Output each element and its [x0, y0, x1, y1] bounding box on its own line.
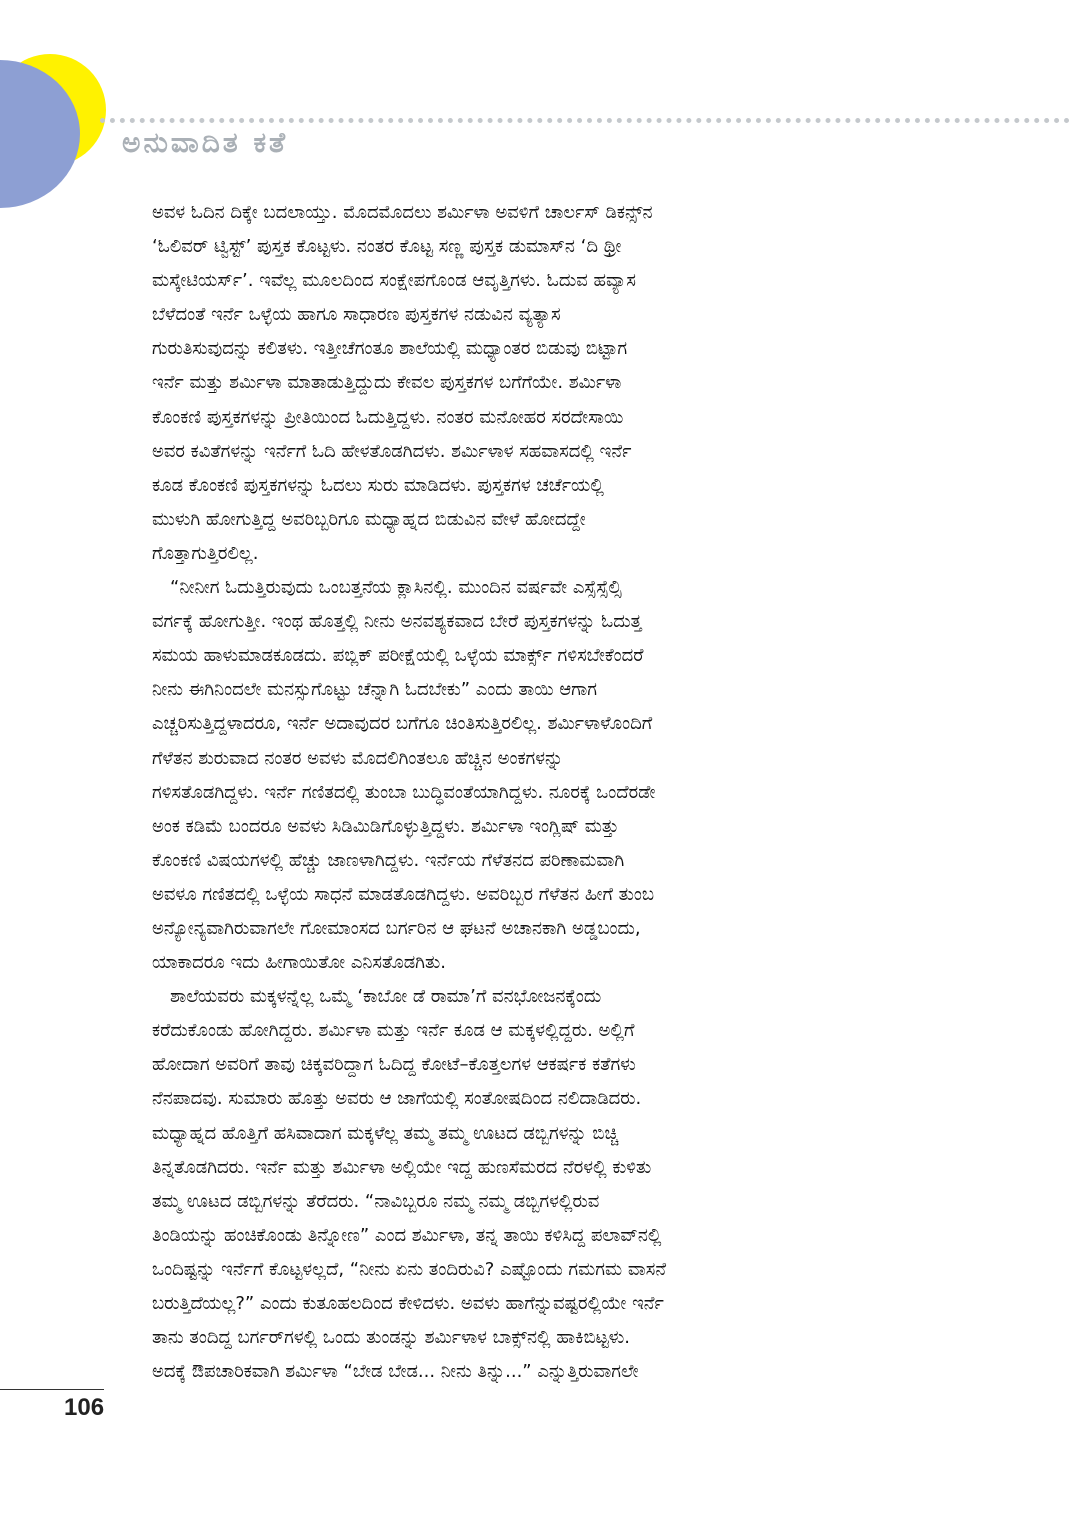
story-text — [152, 196, 892, 1389]
text-line: ಅವಳ ಓದಿನ ದಿಕ್ಕೇ ಬದಲಾಯ್ತು. ಮೊದಮೊದಲು ಶರ್ಮಿಳಾ ಅವಳಿಗೆ ಚಾರ್ಲಸ್ ಡಿಕನ್ಸ್‌ನ — [152, 202, 653, 223]
text-line: ಕರೆದುಕೊಂಡು ಹೋಗಿದ್ದರು. ಶರ್ಮಿಳಾ ಮತ್ತು ಇರ್ನೆ ಕೂಡ ಆ ಮಕ್ಕಳಲ್ಲಿದ್ದರು. ಅಲ್ಲಿಗೆ — [152, 1020, 635, 1042]
text-line: ಮಸ್ಕೇಟಿಯರ್ಸ್’. ಇವೆಲ್ಲ ಮೂಲದಿಂದ ಸಂಕ್ಷೇಪಗೊಂಡ ಆವೃತ್ತಿಗಳು. ಓದುವ ಹವ್ಯಾಸ — [152, 270, 636, 292]
text-line: ಕೂಡ ಕೊಂಕಣಿ ಪುಸ್ತಕಗಳನ್ನು ಓದಲು ಸುರು ಮಾಡಿದಳು. ಪುಸ್ತಕಗಳ ಚರ್ಚೆಯಲ್ಲಿ — [152, 474, 604, 496]
text-line: ವರ್ಗಕ್ಕೆ ಹೋಗುತ್ತೀ. ಇಂಥ ಹೊತ್ತಲ್ಲಿ ನೀನು ಅನವಶ್ಯಕವಾದ ಬೇರೆ ಪುಸ್ತಕಗಳನ್ನು ಓದುತ್ತ — [152, 611, 642, 633]
text-line: ಬರುತ್ತಿದೆಯಲ್ಲ?” ಎಂದು ಕುತೂಹಲದಿಂದ ಕೇಳಿದಳು. ಅವಳು ಹಾಗೆನ್ನುವಷ್ಟರಲ್ಲಿಯೇ ಇರ್ನೆ — [152, 1293, 664, 1314]
text-line: ಗೊತ್ತಾಗುತ್ತಿರಲಿಲ್ಲ. — [152, 542, 259, 564]
text-line: ನೆನಪಾದವು. ಸುಮಾರು ಹೊತ್ತು ಅವರು ಆ ಜಾಗೆಯಲ್ಲಿ ಸಂತೋಷದಿಂದ ನಲಿದಾಡಿದರು. — [152, 1088, 642, 1110]
text-line: ಗುರುತಿಸುವುದನ್ನು ಕಲಿತಳು. ಇತ್ತೀಚೆಗಂತೂ ಶಾಲೆಯಲ್ಲಿ ಮಧ್ಯಾಂತರ ಬಿಡುವು ಬಿಟ್ಟಾಗ — [152, 338, 628, 360]
page-number: 106 — [64, 1394, 105, 1421]
text-line: ಸಮಯ ಹಾಳುಮಾಡಕೂಡದು. ಪಬ್ಲಿಕ್ ಪರೀಕ್ಷೆಯಲ್ಲಿ ಒಳ್ಳೆಯ ಮಾರ್ಕ್ಸ್ ಗಳಿಸಬೇಕೆಂದರೆ — [152, 645, 644, 667]
paragraph-start-line: ಶಾಲೆಯವರು ಮಕ್ಕಳನ್ನೆಲ್ಲ ಒಮ್ಮೆ ‘ಕಾಬೋ ಡೆ ರಾಮಾ’ಗೆ ವನಭೋಜನಕ್ಕೆಂದು — [170, 986, 602, 1008]
text-line: ಯಾಕಾದರೂ ಇದು ಹೀಗಾಯಿತೋ ಎನಿಸತೊಡಗಿತು. — [152, 952, 447, 974]
text-line: ತಿನ್ನತೊಡಗಿದರು. ಇರ್ನೆ ಮತ್ತು ಶರ್ಮಿಳಾ ಅಲ್ಲಿಯೇ ಇದ್ದ ಹುಣಸೆಮರದ ನೆರಳಲ್ಲಿ ಕುಳಿತು — [152, 1156, 652, 1178]
text-line: ಅವಳೂ ಗಣಿತದಲ್ಲಿ ಒಳ್ಳೆಯ ಸಾಧನೆ ಮಾಡತೊಡಗಿದ್ದಳು. ಅವರಿಬ್ಬರ ಗೆಳೆತನ ಹೀಗೆ ತುಂಬ — [152, 883, 655, 905]
text-line: ಗಳಿಸತೊಡಗಿದ್ದಳು. ಇರ್ನೆ ಗಣಿತದಲ್ಲಿ ತುಂಬಾ ಬುದ್ಧಿವಂತೆಯಾಗಿದ್ದಳು. ನೂರಕ್ಕೆ ಒಂದೆರಡೇ — [152, 781, 656, 803]
text-line: ತಮ್ಮ ಊಟದ ಡಬ್ಬಿಗಳನ್ನು ತೆರೆದರು. “ನಾವಿಬ್ಬರೂ ನಮ್ಮ ನಮ್ಮ ಡಬ್ಬಿಗಳಲ್ಲಿರುವ — [152, 1190, 600, 1212]
text-line: ನೀನು ಈಗಿನಿಂದಲೇ ಮನಸ್ಸುಗೊಟ್ಟು ಚೆನ್ನಾಗಿ ಓದಬೇಕು” ಎಂದು ತಾಯಿ ಆಗಾಗ — [152, 679, 598, 701]
text-line: ಅವರ ಕವಿತೆಗಳನ್ನು ಇರ್ನೆಗೆ ಓದಿ ಹೇಳತೊಡಗಿದಳು. ಶರ್ಮಿಳಾಳ ಸಹವಾಸದಲ್ಲಿ ಇರ್ನೆ — [152, 440, 632, 462]
footer-rule — [0, 1389, 104, 1390]
text-line: ಕೊಂಕಣಿ ಪುಸ್ತಕಗಳನ್ನು ಪ್ರೀತಿಯಿಂದ ಓದುತ್ತಿದ್ದಳು. ನಂತರ ಮನೋಹರ ಸರದೇಸಾಯಿ — [152, 406, 624, 428]
text-line: ಎಚ್ಚರಿಸುತ್ತಿದ್ದಳಾದರೂ, ಇರ್ನೆ ಅದಾವುದರ ಬಗೆಗೂ ಚಿಂತಿಸುತ್ತಿರಲಿಲ್ಲ. ಶರ್ಮಿಳಾಳೊಂದಿಗೆ — [152, 713, 653, 735]
text-line: ಹೋದಾಗ ಅವರಿಗೆ ತಾವು ಚಿಕ್ಕವರಿದ್ದಾಗ ಓದಿದ್ದ ಕೋಟೆ–ಕೊತ್ತಲಗಳ ಆಕರ್ಷಕ ಕತೆಗಳು — [152, 1054, 636, 1076]
text-line: ಕೊಂಕಣಿ ವಿಷಯಗಳಲ್ಲಿ ಹೆಚ್ಚು ಜಾಣಳಾಗಿದ್ದಳು. ಇರ್ನೆಯ ಗೆಳೆತನದ ಪರಿಣಾಮವಾಗಿ — [152, 849, 625, 871]
text-line: ತಾನು ತಂದಿದ್ದ ಬರ್ಗರ್‌ಗಳಲ್ಲಿ ಒಂದು ತುಂಡನ್ನು ಶರ್ಮಿಳಾಳ ಬಾಕ್ಸ್‌ನಲ್ಲಿ ಹಾಕಿಬಿಟ್ಟಳು. — [152, 1327, 630, 1349]
text-line: ತಿಂಡಿಯನ್ನು ಹಂಚಿಕೊಂಡು ತಿನ್ನೋಣ” ಎಂದ ಶರ್ಮಿಳಾ, ತನ್ನ ತಾಯಿ ಕಳಿಸಿದ್ದ ಪಲಾವ್‌ನಲ್ಲಿ — [152, 1224, 662, 1246]
text-line: ಅದಕ್ಕೆ ಔಪಚಾರಿಕವಾಗಿ ಶರ್ಮಿಳಾ “ಬೇಡ ಬೇಡ... ನೀನು ತಿನ್ನು...” ಎನ್ನುತ್ತಿರುವಾಗಲೇ — [152, 1361, 639, 1383]
text-line: ಅಂಕ ಕಡಿಮೆ ಬಂದರೂ ಅವಳು ಸಿಡಿಮಿಡಿಗೊಳ್ಳುತ್ತಿದ್ದಳು. ಶರ್ಮಿಳಾ ಇಂಗ್ಲಿಷ್ ಮತ್ತು — [152, 815, 619, 837]
text-line: ಮಧ್ಯಾಹ್ನದ ಹೊತ್ತಿಗೆ ಹಸಿವಾದಾಗ ಮಕ್ಕಳೆಲ್ಲ ತಮ್ಮ ತಮ್ಮ ಊಟದ ಡಬ್ಬಿಗಳನ್ನು ಬಿಚ್ಚಿ — [152, 1122, 619, 1144]
text-line: ಇರ್ನೆ ಮತ್ತು ಶರ್ಮಿಳಾ ಮಾತಾಡುತ್ತಿದ್ದುದು ಕೇವಲ ಪುಸ್ತಕಗಳ ಬಗೆಗೆಯೇ. ಶರ್ಮಿಳಾ — [152, 372, 622, 394]
text-line: ಒಂದಿಷ್ಟನ್ನು ಇರ್ನೆಗೆ ಕೊಟ್ಟಳಲ್ಲದೆ, “ನೀನು ಏನು ತಂದಿರುವಿ? ಎಷ್ಟೊಂದು ಗಮಗಮ ವಾಸನೆ — [152, 1258, 667, 1280]
text-line: ಮುಳುಗಿ ಹೋಗುತ್ತಿದ್ದ ಅವರಿಬ್ಬರಿಗೂ ಮಧ್ಯಾಹ್ನದ ಬಿಡುವಿನ ವೇಳೆ ಹೋದದ್ದೇ — [152, 508, 586, 530]
text-line: ಗೆಳೆತನ ಶುರುವಾದ ನಂತರ ಅವಳು ಮೊದಲಿಗಿಂತಲೂ ಹೆಚ್ಚಿನ ಅಂಕಗಳನ್ನು — [152, 747, 564, 769]
paragraph-start-line: “ನೀನೀಗ ಓದುತ್ತಿರುವುದು ಒಂಬತ್ತನೆಯ ಕ್ಲಾಸಿನಲ್ಲಿ. ಮುಂದಿನ ವರ್ಷವೇ ಎಸ್ಸೆಸ್ಸೆಲ್ಸಿ — [170, 577, 622, 599]
dotted-header-rule — [100, 118, 1070, 123]
section-title: ಅನುವಾದಿತ ಕತೆ — [122, 126, 289, 159]
text-line: ‘ಓಲಿವರ್ ಟ್ವಿಸ್ಟ್’ ಪುಸ್ತಕ ಕೊಟ್ಟಳು. ನಂತರ ಕೊಟ್ಟ ಸಣ್ಣ ಪುಸ್ತಕ ಡುಮಾಸ್‌ನ ‘ದಿ ಥ್ರೀ — [152, 236, 622, 258]
text-line: ಬೆಳೆದಂತೆ ಇರ್ನೆ ಒಳ್ಳೆಯ ಹಾಗೂ ಸಾಧಾರಣ ಪುಸ್ತಕಗಳ ನಡುವಿನ ವ್ಯತ್ಯಾಸ — [152, 304, 561, 326]
text-line: ಅನ್ಯೋನ್ಯವಾಗಿರುವಾಗಲೇ ಗೋಮಾಂಸದ ಬರ್ಗರಿನ ಆ ಘಟನೆ ಅಚಾನಕಾಗಿ ಅಡ್ಡಬಂದು, — [152, 917, 641, 939]
